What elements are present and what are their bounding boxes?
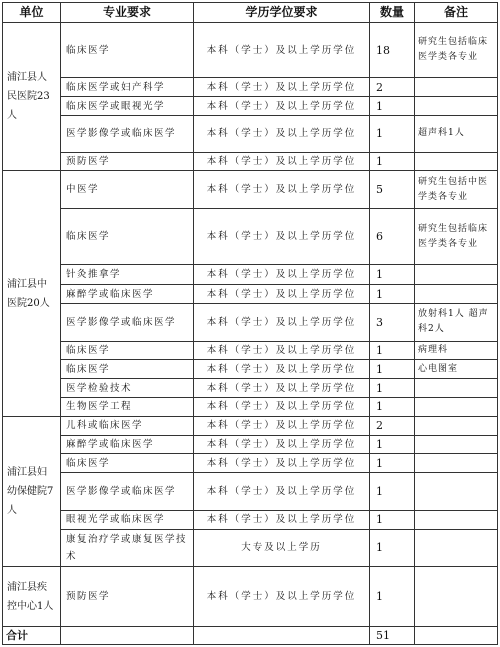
specialty-cell: 临床医学 [61, 360, 194, 379]
count-cell: 1 [370, 285, 415, 304]
degree-cell: 本科（学士）及以上学历学位 [194, 454, 370, 473]
degree-cell: 本科（学士）及以上学历学位 [194, 567, 370, 627]
table-row [3, 171, 498, 209]
note-cell: 放射科1人 超声科2人 [415, 304, 498, 342]
table-row [3, 265, 498, 285]
note-cell [415, 435, 498, 454]
unit-cell: 浦江县疾控中心1人 [3, 567, 61, 627]
note-cell: 研究生包括中医学类各专业 [415, 171, 498, 209]
count-cell: 1 [370, 97, 415, 116]
specialty-cell: 针灸推拿学 [61, 265, 194, 285]
specialty-cell: 临床医学 [61, 341, 194, 360]
table-row [3, 435, 498, 454]
degree-cell: 本科（学士）及以上学历学位 [194, 78, 370, 97]
specialty-cell: 生物医学工程 [61, 398, 194, 417]
count-cell: 1 [370, 379, 415, 398]
count-cell: 1 [370, 341, 415, 360]
table-row [3, 23, 498, 78]
table-row [3, 360, 498, 379]
table-row [3, 567, 498, 627]
note-cell: 研究生包括临床医学类各专业 [415, 208, 498, 264]
header-degree: 学历学位要求 [194, 3, 370, 23]
count-cell: 2 [370, 416, 415, 435]
specialty-cell: 临床医学或眼视光学 [61, 97, 194, 116]
specialty-cell: 临床医学或妇产科学 [61, 78, 194, 97]
degree-cell: 本科（学士）及以上学历学位 [194, 97, 370, 116]
recruitment-table [2, 2, 498, 645]
note-cell [415, 285, 498, 304]
unit-cell: 浦江县中医院20人 [3, 171, 61, 416]
specialty-cell: 医学检验技术 [61, 379, 194, 398]
table-row [3, 529, 498, 567]
total-label: 合计 [3, 627, 61, 645]
note-cell: 心电图室 [415, 360, 498, 379]
total-degree-empty [194, 627, 370, 645]
note-cell: 研究生包括临床医学类各专业 [415, 23, 498, 78]
table-row [3, 416, 498, 435]
note-cell [415, 510, 498, 529]
count-cell: 1 [370, 360, 415, 379]
specialty-cell: 康复治疗学或康复医学技术 [61, 529, 194, 567]
count-cell: 6 [370, 208, 415, 264]
unit-cell: 浦江县人民医院23人 [3, 23, 61, 171]
note-cell: 病理科 [415, 341, 498, 360]
degree-cell: 本科（学士）及以上学历学位 [194, 171, 370, 209]
count-cell: 1 [370, 454, 415, 473]
count-cell: 1 [370, 152, 415, 171]
count-cell: 1 [370, 510, 415, 529]
note-cell [415, 398, 498, 417]
specialty-cell: 临床医学 [61, 23, 194, 78]
specialty-cell: 医学影像学或临床医学 [61, 115, 194, 152]
degree-cell: 本科（学士）及以上学历学位 [194, 115, 370, 152]
specialty-cell: 儿科或临床医学 [61, 416, 194, 435]
table-row [3, 152, 498, 171]
degree-cell: 本科（学士）及以上学历学位 [194, 510, 370, 529]
note-cell [415, 152, 498, 171]
specialty-cell: 麻醉学或临床医学 [61, 285, 194, 304]
note-cell [415, 97, 498, 116]
header-unit: 单位 [3, 3, 61, 23]
degree-cell: 本科（学士）及以上学历学位 [194, 416, 370, 435]
table-row [3, 510, 498, 529]
degree-cell: 本科（学士）及以上学历学位 [194, 152, 370, 171]
count-cell: 1 [370, 398, 415, 417]
count-cell: 1 [370, 567, 415, 627]
total-note-empty [415, 627, 498, 645]
degree-cell: 本科（学士）及以上学历学位 [194, 473, 370, 511]
count-cell: 1 [370, 115, 415, 152]
table-row [3, 341, 498, 360]
table-row [3, 285, 498, 304]
count-cell: 1 [370, 529, 415, 567]
degree-cell: 本科（学士）及以上学历学位 [194, 360, 370, 379]
table-row [3, 97, 498, 116]
specialty-cell: 预防医学 [61, 152, 194, 171]
table-row [3, 78, 498, 97]
degree-cell: 本科（学士）及以上学历学位 [194, 208, 370, 264]
note-cell [415, 567, 498, 627]
table-row [3, 379, 498, 398]
specialty-cell: 医学影像学或临床医学 [61, 473, 194, 511]
unit-cell: 浦江县妇幼保健院7人 [3, 416, 61, 566]
note-cell [415, 78, 498, 97]
header-specialty: 专业要求 [61, 3, 194, 23]
degree-cell: 本科（学士）及以上学历学位 [194, 435, 370, 454]
count-cell: 3 [370, 304, 415, 342]
table-row [3, 304, 498, 342]
specialty-cell: 中医学 [61, 171, 194, 209]
total-spec-empty [61, 627, 194, 645]
degree-cell: 本科（学士）及以上学历学位 [194, 379, 370, 398]
header-note: 备注 [415, 3, 498, 23]
count-cell: 5 [370, 171, 415, 209]
degree-cell: 本科（学士）及以上学历学位 [194, 304, 370, 342]
note-cell [415, 379, 498, 398]
degree-cell: 本科（学士）及以上学历学位 [194, 23, 370, 78]
table-row [3, 115, 498, 152]
table-row [3, 454, 498, 473]
degree-cell: 本科（学士）及以上学历学位 [194, 341, 370, 360]
table-row [3, 473, 498, 511]
note-cell [415, 416, 498, 435]
table-row [3, 398, 498, 417]
count-cell: 2 [370, 78, 415, 97]
specialty-cell: 眼视光学或临床医学 [61, 510, 194, 529]
total-row [3, 627, 498, 645]
specialty-cell: 医学影像学或临床医学 [61, 304, 194, 342]
specialty-cell: 临床医学 [61, 208, 194, 264]
header-row [3, 3, 498, 23]
specialty-cell: 预防医学 [61, 567, 194, 627]
count-cell: 1 [370, 473, 415, 511]
count-cell: 18 [370, 23, 415, 78]
table-row [3, 208, 498, 264]
specialty-cell: 临床医学 [61, 454, 194, 473]
note-cell [415, 529, 498, 567]
note-cell [415, 473, 498, 511]
note-cell [415, 454, 498, 473]
table-body [3, 23, 498, 627]
degree-cell: 本科（学士）及以上学历学位 [194, 265, 370, 285]
degree-cell: 大专及以上学历 [194, 529, 370, 567]
total-count: 51 [370, 627, 415, 645]
specialty-cell: 麻醉学或临床医学 [61, 435, 194, 454]
degree-cell: 本科（学士）及以上学历学位 [194, 285, 370, 304]
note-cell [415, 265, 498, 285]
note-cell: 超声科1人 [415, 115, 498, 152]
count-cell: 1 [370, 435, 415, 454]
header-count: 数量 [370, 3, 415, 23]
degree-cell: 本科（学士）及以上学历学位 [194, 398, 370, 417]
count-cell: 1 [370, 265, 415, 285]
